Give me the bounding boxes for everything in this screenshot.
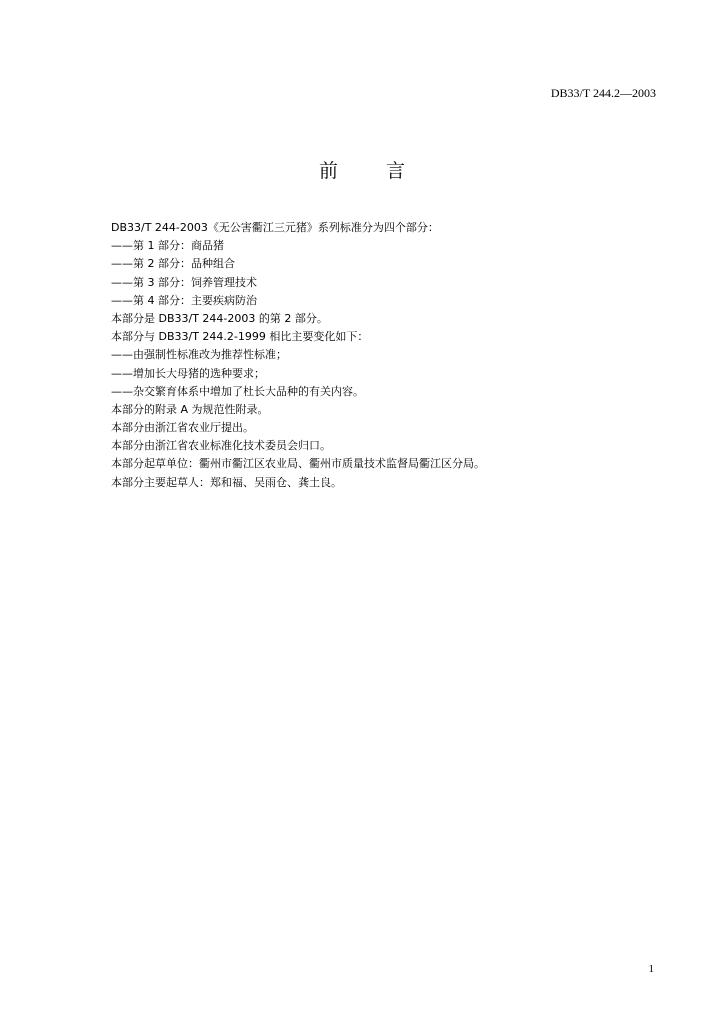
- foreword-line-this-part: 本部分是 DB33/T 244-2003 的第 2 部分。: [111, 311, 328, 325]
- foreword-line-drafters: 本部分主要起草人：郑和福、吴雨仓、龚土良。: [111, 475, 342, 489]
- foreword-line-appendix: 本部分的附录 A 为规范性附录。: [111, 402, 269, 416]
- foreword-line-change1: ——由强制性标准改为推荐性标准；: [111, 348, 287, 362]
- foreword-line-change2: ——增加长大母猪的选种要求；: [111, 366, 265, 380]
- foreword-line-part3: ——第 3 部分：饲养管理技术: [111, 275, 257, 289]
- foreword-line-proposed: 本部分由浙江省农业厅提出。: [111, 421, 254, 435]
- foreword-line-changes: 本部分与 DB33/T 244.2-1999 相比主要变化如下：: [111, 330, 369, 344]
- foreword-line-intro: DB33/T 244-2003《无公害衢江三元猪》系列标准分为四个部分：: [111, 221, 439, 234]
- page-number: 1: [648, 963, 654, 975]
- title-char-1: 前: [318, 160, 338, 182]
- foreword-line-change3: ——杂交繁育体系中增加了杜长大品种的有关内容。: [111, 384, 364, 398]
- foreword-line-centralized: 本部分由浙江省农业标准化技术委员会归口。: [111, 439, 331, 453]
- foreword-line-part4: ——第 4 部分：主要疾病防治: [111, 293, 257, 307]
- foreword-line-part1: ——第 1 部分：商品猪: [111, 239, 224, 253]
- title-char-2: 言: [386, 160, 406, 182]
- foreword-line-drafting-units: 本部分起草单位：衢州市衢江区农业局、衢州市质量技术监督局衢江区分局。: [111, 457, 485, 471]
- page-title: [0, 156, 724, 183]
- foreword-body: [111, 219, 671, 492]
- foreword-line-part2: ——第 2 部分：品种组合: [111, 257, 235, 271]
- standard-code: DB33/T 244.2—2003: [550, 86, 656, 100]
